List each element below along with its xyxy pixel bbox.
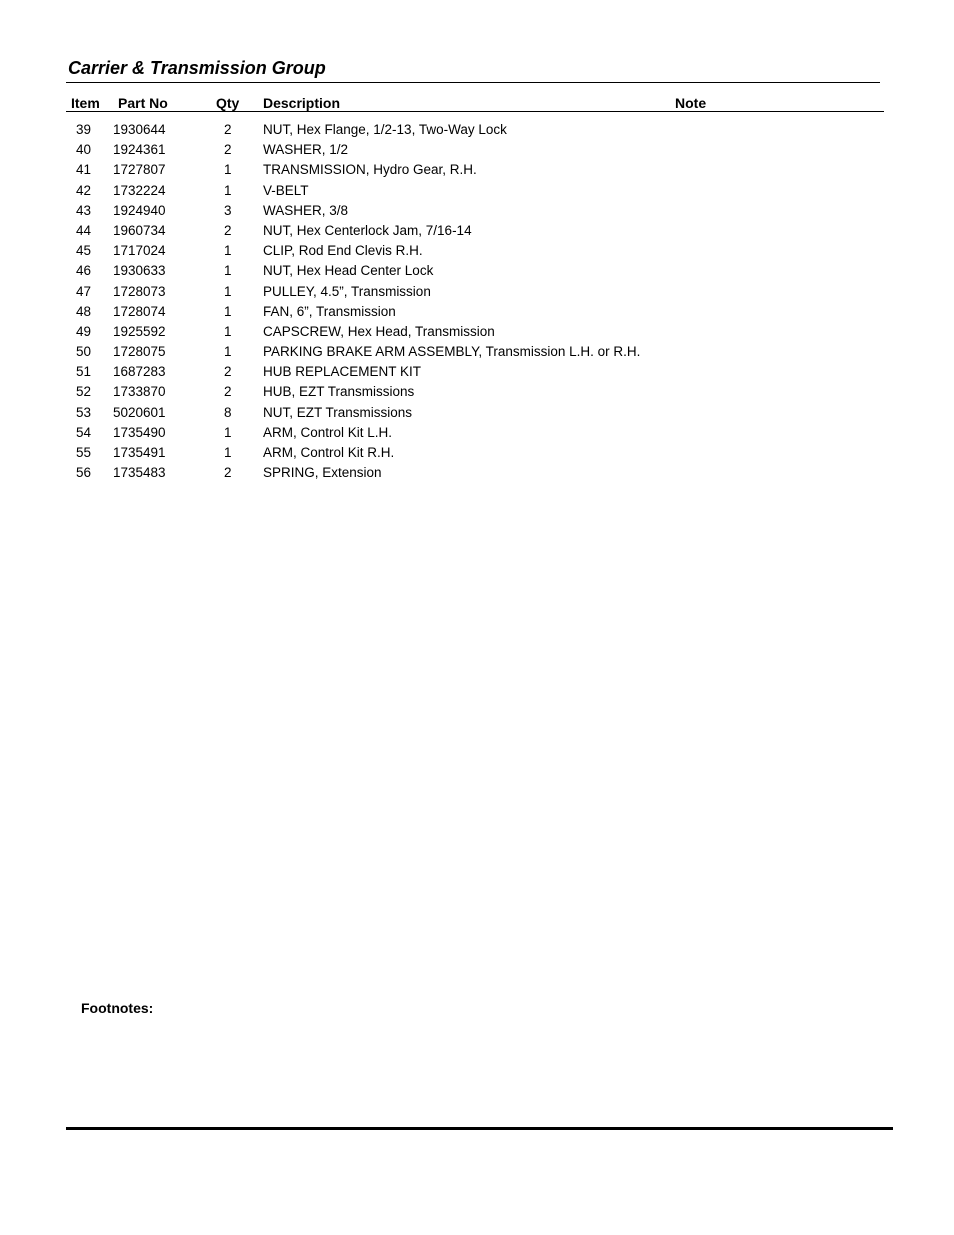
row-description: ARM, Control Kit L.H. bbox=[263, 424, 393, 440]
row-description: HUB, EZT Transmissions bbox=[263, 384, 415, 400]
row-item-number: 46 bbox=[76, 263, 92, 279]
row-item-number: 43 bbox=[76, 202, 92, 218]
table-row bbox=[0, 181, 954, 201]
row-description: CLIP, Rod End Clevis R.H. bbox=[263, 243, 423, 259]
column-header-item: Item bbox=[71, 95, 100, 111]
row-part-number: 1728073 bbox=[113, 283, 166, 299]
row-item-number: 50 bbox=[76, 344, 92, 360]
bottom-divider bbox=[66, 1127, 893, 1130]
row-item-number: 56 bbox=[76, 465, 92, 481]
row-item-number: 42 bbox=[76, 182, 92, 198]
row-quantity: 2 bbox=[224, 222, 232, 238]
row-item-number: 48 bbox=[76, 303, 92, 319]
row-quantity: 2 bbox=[224, 142, 232, 158]
row-part-number: 1735491 bbox=[113, 445, 166, 460]
table-row bbox=[0, 221, 954, 241]
row-quantity: 2 bbox=[224, 465, 232, 481]
row-part-number: 1717024 bbox=[113, 243, 166, 259]
row-quantity: 1 bbox=[224, 344, 232, 360]
table-row bbox=[0, 362, 954, 382]
row-description: SPRING, Extension bbox=[263, 465, 382, 481]
row-description: CAPSCREW, Hex Head, Transmission bbox=[263, 323, 495, 339]
row-part-number: 1733870 bbox=[113, 384, 166, 400]
row-quantity: 1 bbox=[224, 263, 232, 279]
row-part-number: 5020601 bbox=[113, 404, 166, 420]
table-row bbox=[0, 140, 954, 160]
row-description: NUT, Hex Head Center Lock bbox=[263, 263, 434, 279]
table-row bbox=[0, 322, 954, 342]
table-row bbox=[0, 160, 954, 180]
row-description: ARM, Control Kit R.H. bbox=[263, 445, 395, 460]
row-part-number: 1924940 bbox=[113, 202, 166, 218]
row-quantity: 8 bbox=[224, 404, 232, 420]
row-part-number: 1735490 bbox=[113, 424, 166, 440]
row-part-number: 1925592 bbox=[113, 323, 166, 339]
row-description: FAN, 6”, Transmission bbox=[263, 303, 396, 319]
row-item-number: 54 bbox=[76, 424, 92, 440]
parts-table bbox=[0, 120, 954, 483]
row-quantity: 1 bbox=[224, 323, 232, 339]
header-divider bbox=[66, 111, 884, 112]
row-description: WASHER, 3/8 bbox=[263, 202, 349, 218]
column-header-qty: Qty bbox=[216, 95, 240, 111]
row-description: HUB REPLACEMENT KIT bbox=[263, 364, 422, 380]
row-part-number: 1687283 bbox=[113, 364, 166, 380]
row-description: V-BELT bbox=[263, 182, 309, 198]
row-part-number: 1924361 bbox=[113, 142, 166, 158]
row-item-number: 39 bbox=[76, 122, 92, 137]
row-description: TRANSMISSION, Hydro Gear, R.H. bbox=[263, 162, 477, 178]
row-quantity: 2 bbox=[224, 364, 232, 380]
table-row bbox=[0, 443, 954, 463]
column-header-part-no: Part No bbox=[118, 95, 168, 111]
table-row bbox=[0, 403, 954, 423]
table-row bbox=[0, 302, 954, 322]
row-description: NUT, Hex Centerlock Jam, 7/16-14 bbox=[263, 222, 472, 238]
row-part-number: 1930644 bbox=[113, 122, 166, 137]
row-part-number: 1727807 bbox=[113, 162, 166, 178]
row-quantity: 1 bbox=[224, 283, 232, 299]
table-row bbox=[0, 463, 954, 483]
table-row bbox=[0, 241, 954, 261]
row-item-number: 47 bbox=[76, 283, 92, 299]
row-part-number: 1735483 bbox=[113, 465, 166, 481]
row-quantity: 2 bbox=[224, 384, 232, 400]
row-item-number: 51 bbox=[76, 364, 92, 380]
row-item-number: 40 bbox=[76, 142, 92, 158]
row-item-number: 45 bbox=[76, 243, 92, 259]
row-item-number: 41 bbox=[76, 162, 92, 178]
page-title: Carrier & Transmission Group bbox=[68, 58, 326, 78]
row-quantity: 3 bbox=[224, 202, 232, 218]
table-row bbox=[0, 201, 954, 221]
title-divider bbox=[66, 82, 880, 83]
row-part-number: 1960734 bbox=[113, 222, 166, 238]
table-row bbox=[0, 120, 954, 140]
row-item-number: 52 bbox=[76, 384, 92, 400]
row-description: NUT, Hex Flange, 1/2-13, Two-Way Lock bbox=[263, 122, 507, 137]
row-description: NUT, EZT Transmissions bbox=[263, 404, 413, 420]
row-quantity: 1 bbox=[224, 162, 232, 178]
row-quantity: 1 bbox=[224, 424, 232, 440]
row-item-number: 55 bbox=[76, 445, 92, 460]
row-part-number: 1728074 bbox=[113, 303, 166, 319]
table-row bbox=[0, 423, 954, 443]
row-quantity: 1 bbox=[224, 182, 232, 198]
column-header-note: Note bbox=[675, 95, 707, 111]
row-quantity: 1 bbox=[224, 243, 232, 259]
column-header-description: Description bbox=[263, 95, 341, 111]
footnotes-label: Footnotes: bbox=[81, 1000, 154, 1016]
table-row bbox=[0, 261, 954, 281]
row-part-number: 1930633 bbox=[113, 263, 166, 279]
row-item-number: 53 bbox=[76, 404, 92, 420]
table-row bbox=[0, 282, 954, 302]
table-row bbox=[0, 382, 954, 402]
row-description: PULLEY, 4.5”, Transmission bbox=[263, 283, 431, 299]
row-part-number: 1732224 bbox=[113, 182, 166, 198]
row-description: WASHER, 1/2 bbox=[263, 142, 349, 158]
row-quantity: 2 bbox=[224, 122, 232, 137]
row-item-number: 44 bbox=[76, 222, 92, 238]
row-part-number: 1728075 bbox=[113, 344, 166, 360]
row-description: PARKING BRAKE ARM ASSEMBLY, Transmission L.H. or R.H. bbox=[263, 344, 641, 360]
row-quantity: 1 bbox=[224, 303, 232, 319]
row-quantity: 1 bbox=[224, 445, 232, 460]
row-item-number: 49 bbox=[76, 323, 92, 339]
table-row bbox=[0, 342, 954, 362]
